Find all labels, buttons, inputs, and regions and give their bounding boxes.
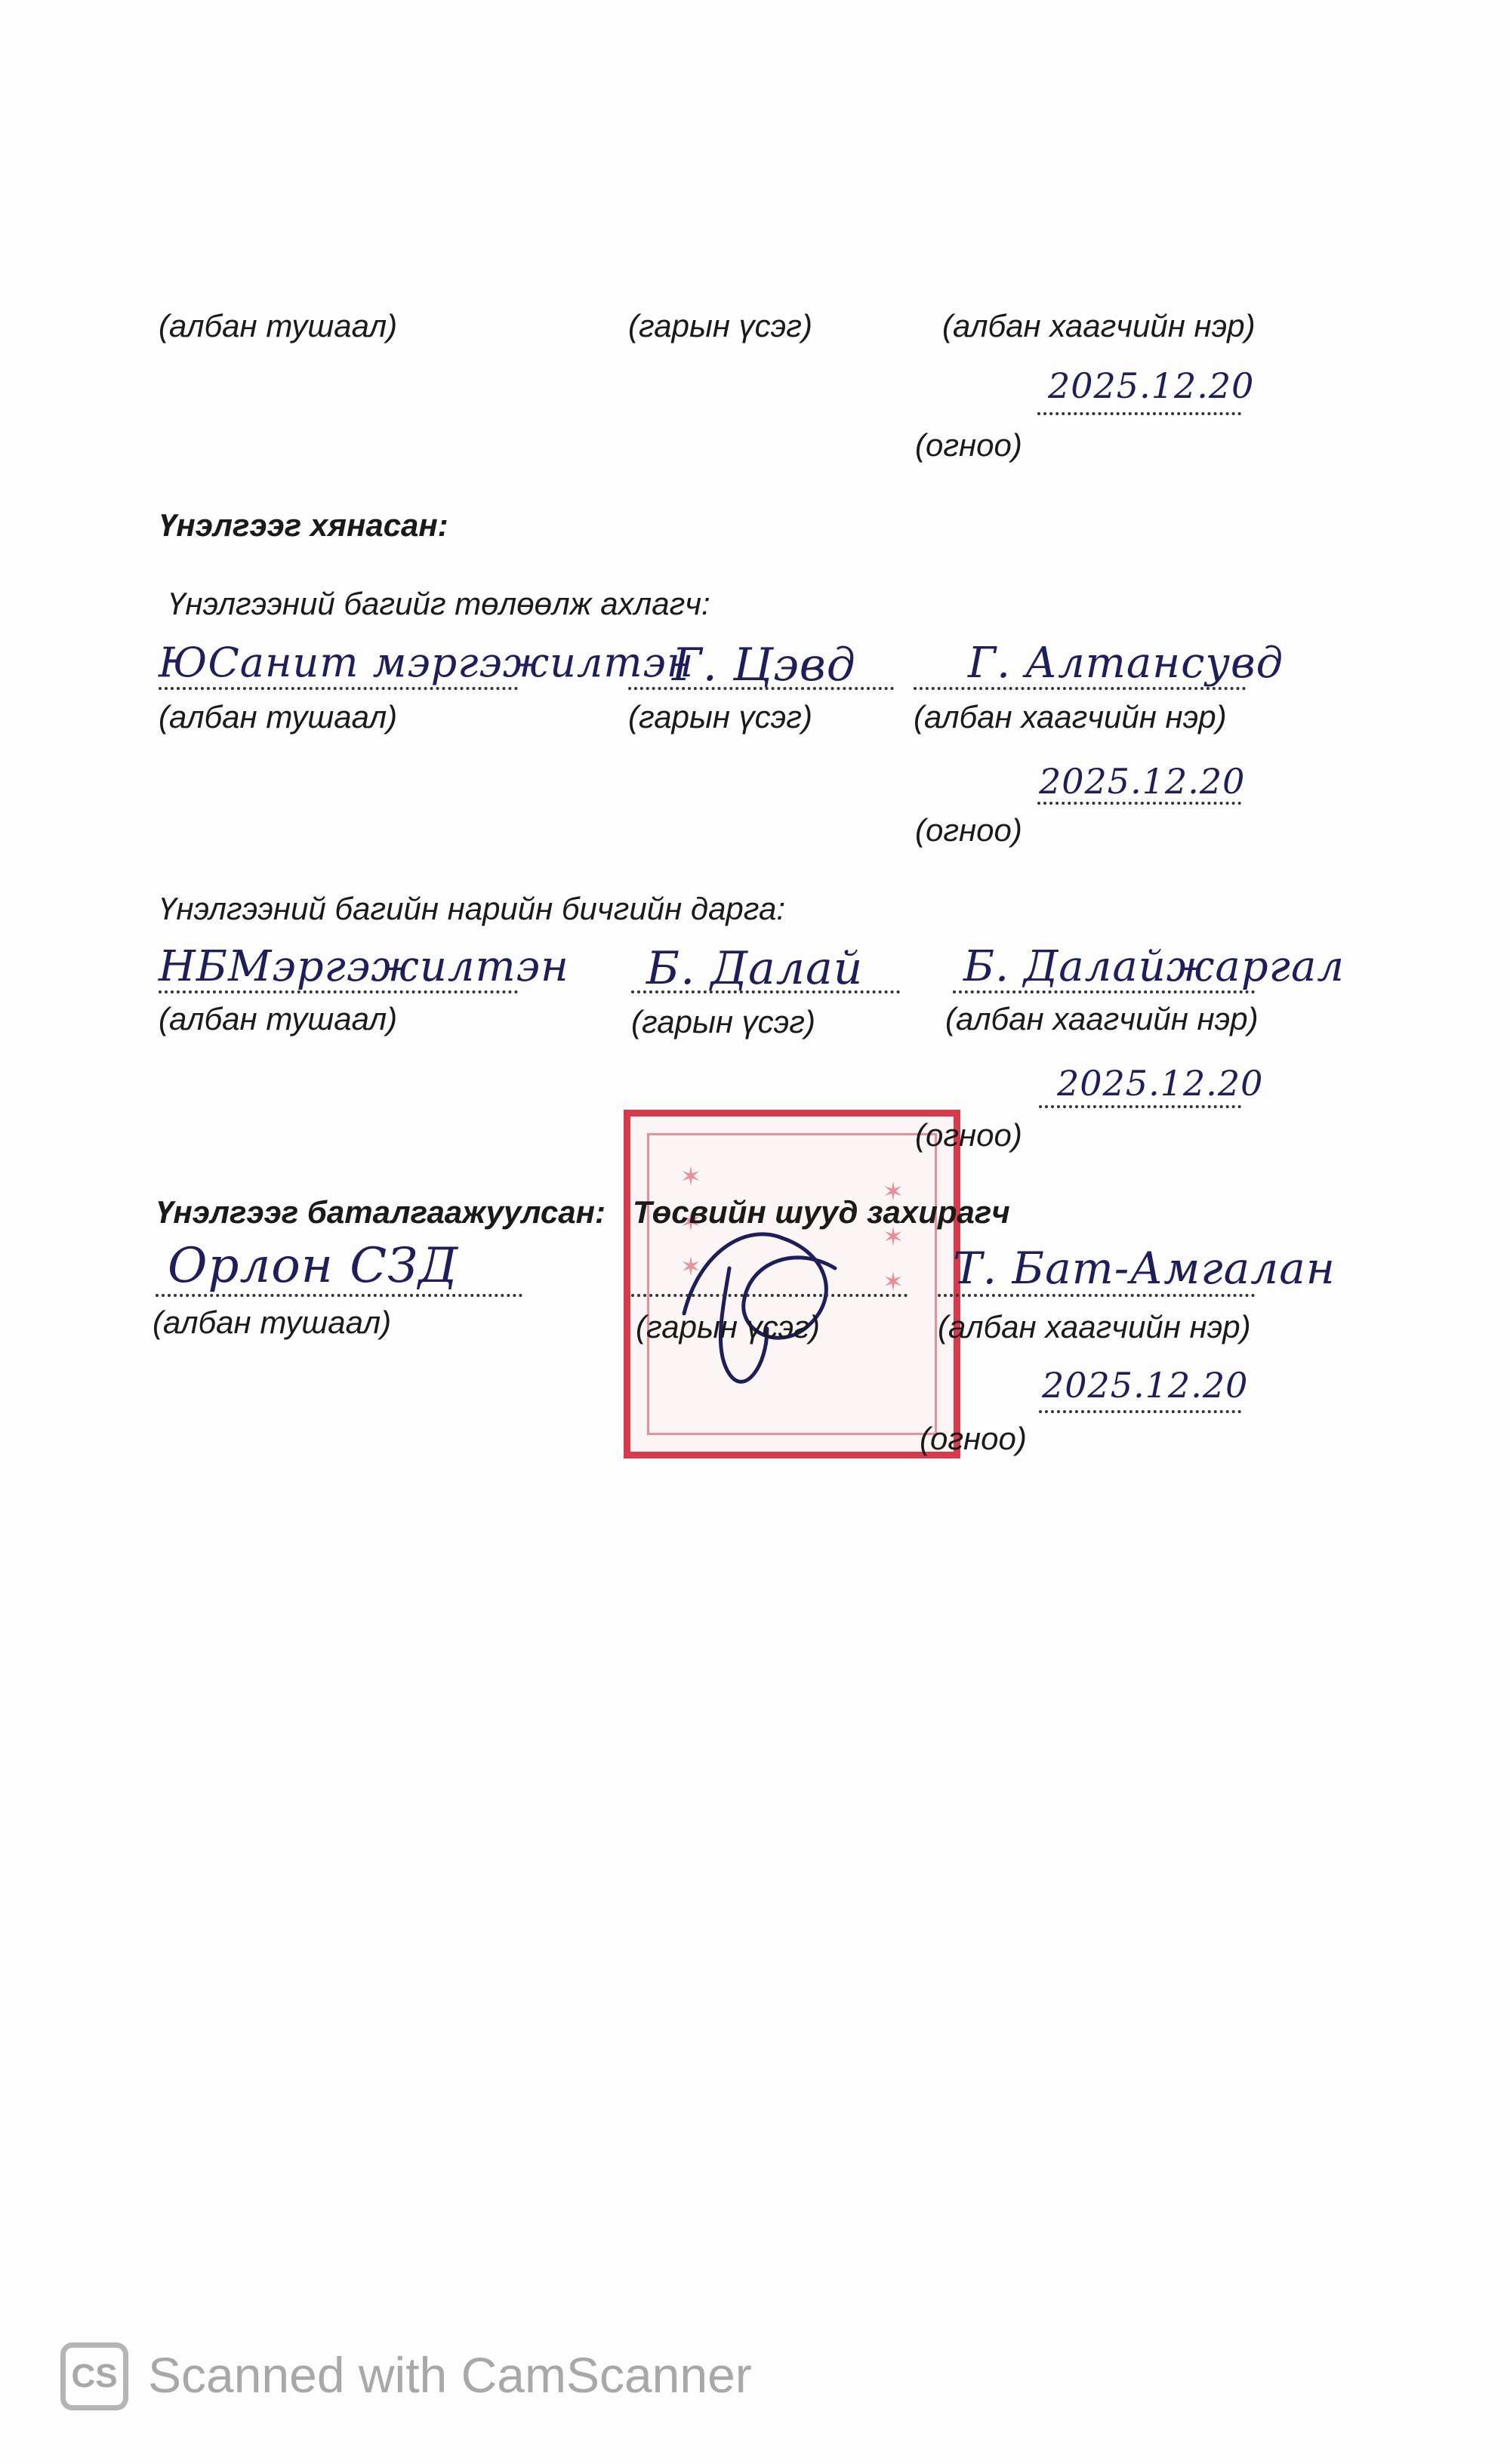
caption-position-approver: (албан тушаал) [153,1304,392,1340]
position-line-team-lead [159,687,518,690]
name-line-team-lead [914,687,1246,690]
date-line-approver [1039,1410,1241,1413]
position-handwritten-secretary: НБМэргэжилтэн [159,942,569,991]
camscanner-logo-icon: CS [60,2342,128,2410]
caption-position-top: (албан тушаал) [159,308,398,343]
name-handwritten-approver: Т. Бат-Амгалан [953,1243,1336,1294]
position-line-approver [156,1294,522,1297]
caption-name-approver: (албан хаагчийн нэр) [938,1309,1251,1344]
caption-position-team-lead: (албан тушаал) [159,699,398,735]
caption-date-secretary: (огноо) [915,1117,1022,1153]
position-handwritten-team-lead: ЮСанит мэргэжилтэн [159,639,695,686]
caption-signature-team-lead: (гарын үсэг) [628,699,812,735]
date-line-team-lead [1037,802,1241,805]
date-handwritten-team-lead: 2025.12.20 [1039,761,1246,802]
date-line-top [1037,412,1241,415]
caption-position-secretary: (албан тушаал) [159,1001,398,1036]
date-handwritten-approver: 2025.12.20 [1042,1365,1249,1406]
caption-name-top: (албан хаагчийн нэр) [942,308,1256,343]
signature-line-secretary [631,990,900,993]
name-handwritten-secretary: Б. Далайжаргал [963,942,1345,991]
caption-date-approver: (огноо) [920,1421,1027,1456]
position-handwritten-approver: Орлон СЗД [168,1238,459,1294]
caption-date-top: (огноо) [915,427,1022,463]
heading-approved: Үнэлгээг баталгаажуулсан: [156,1194,606,1230]
approver-role: Төсвийн шууд захирагч [633,1194,1010,1230]
caption-signature-secretary: (гарын үсэг) [631,1004,815,1040]
title-team-lead: Үнэлгээний багийг төлөөлж ахлагч: [168,586,710,621]
stamp-mark-left: ✶ ✶ ✶ [676,1162,706,1286]
caption-signature-approver: (гарын үсэг) [636,1309,820,1344]
name-line-secretary [953,990,1255,993]
stamp-mark-right: ✶ ✶ ✶ [878,1177,908,1301]
caption-signature-top: (гарын үсэг) [628,308,812,343]
title-secretary: Үнэлгээний багийн нарийн бичгийн дарга: [159,891,786,926]
name-line-approver [938,1294,1255,1297]
heading-reviewed: Үнэлгээг хянасан: [159,507,448,543]
signature-approver-icon [654,1178,880,1397]
footer-watermark-text: Scanned with CamScanner [148,2347,752,2403]
caption-date-team-lead: (огноо) [915,812,1022,848]
date-handwritten-top: 2025.12.20 [1048,365,1255,406]
position-line-secretary [159,990,518,993]
name-handwritten-team-lead: Г. Алтансувд [968,639,1284,688]
date-line-secretary [1039,1105,1241,1108]
signature-handwritten-team-lead: Г. Цэвд [672,639,856,691]
signature-handwritten-secretary: Б. Далай [646,942,864,995]
date-handwritten-secretary: 2025.12.20 [1057,1063,1264,1104]
signature-line-team-lead [628,687,894,690]
signature-line-approver [631,1294,908,1297]
caption-name-team-lead: (албан хаагчийн нэр) [914,699,1227,735]
caption-name-secretary: (албан хаагчийн нэр) [945,1001,1259,1036]
